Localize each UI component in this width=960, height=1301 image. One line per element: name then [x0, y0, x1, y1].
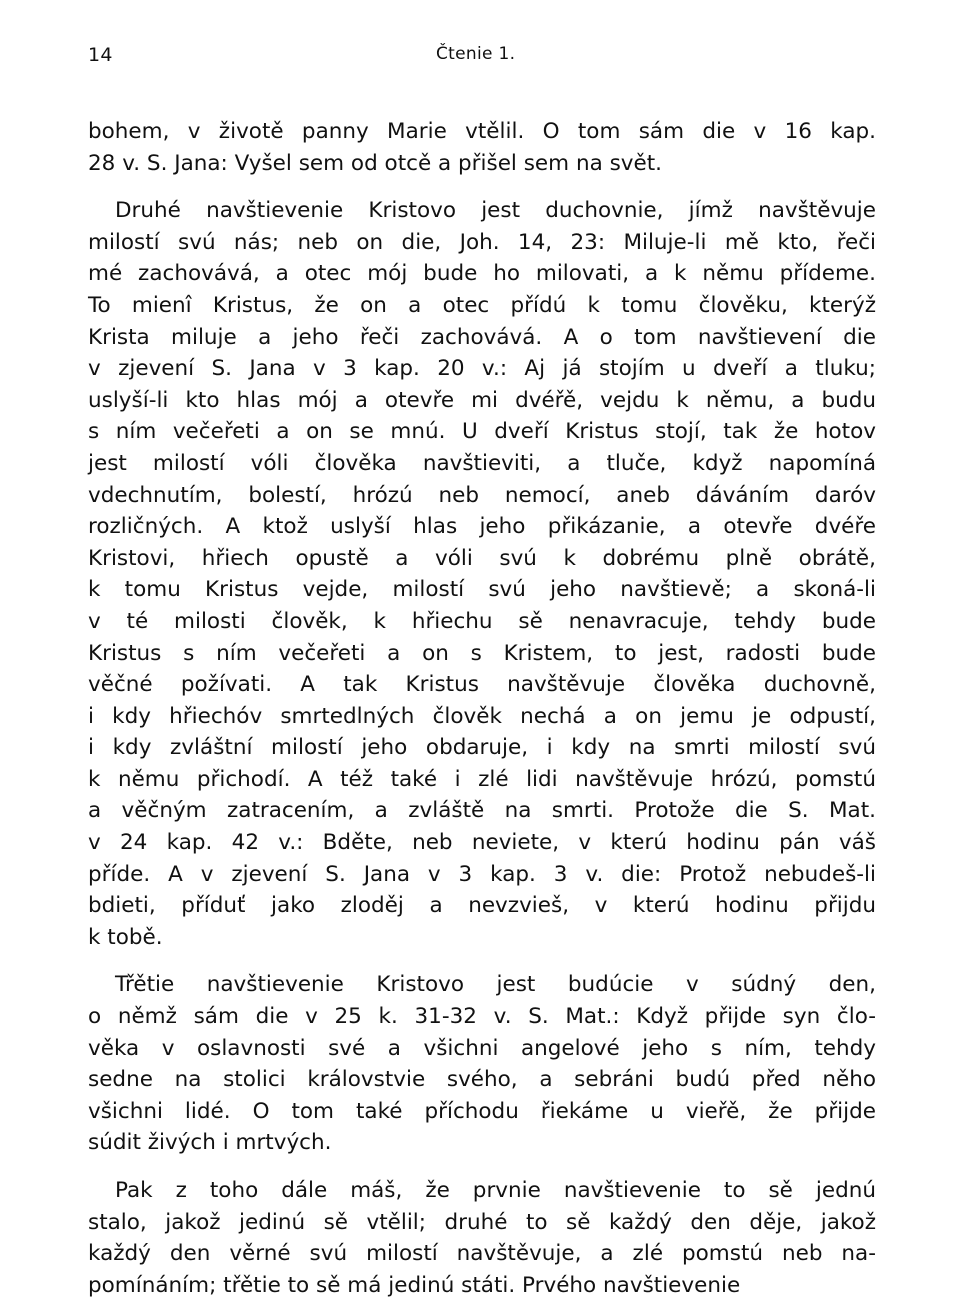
text-line: věka v oslavnosti své a všichni angelové jeho s ním, tehdy — [88, 1035, 876, 1061]
text-line: vdechnutím, bolestí, hrózú neb nemocí, aneb dáváním daróv — [88, 482, 876, 508]
text-line: k němu přichodí. A též také i zlé lidi navštěvuje hrózú, pomstú — [88, 766, 876, 792]
running-head: Čtenie 1. — [436, 44, 516, 64]
paragraph — [88, 969, 876, 1159]
text-line: i kdy zvláštní milostí jeho obdaruje, i kdy na smrti milostí svú — [88, 735, 876, 761]
text-line: každý den věrné svú milostí navštěvuje, a zlé pomstú neb na- — [88, 1241, 876, 1267]
text-line: a věčným zatracením, a zvláště na smrti. Protože die S. Mat. — [88, 798, 876, 824]
text-line: bohem, v životě panny Marie vtělil. O tom sám die v 16 kap. — [88, 119, 876, 144]
text-line: s ním večeřeti a on se mnú. U dveří Kristus stojí, tak že hotov — [88, 419, 876, 445]
text-line: i kdy hřiechóv smrtedlných člověk nechá a on jemu je odpustí, — [88, 703, 876, 729]
paragraph — [88, 1175, 876, 1301]
text-line: pomínáním; třětie to sě má jedinú státi. Prvého navštievenie — [88, 1272, 741, 1298]
text-line: Kristus s ním večeřeti a on s Kristem, to jest, radosti bude — [88, 640, 876, 666]
body-text — [88, 116, 876, 1301]
text-line: milostí svú nás; neb on die, Joh. 14, 23: Miluje-li mě kto, řeči — [88, 229, 876, 255]
text-line: mé zachovává, a otec mój bude ho milovati, a k němu přídeme. — [88, 261, 876, 287]
text-line: rozličných. A ktož uslyší hlas jeho přikázanie, a otevře dvéře — [88, 514, 876, 540]
paragraph — [88, 116, 876, 179]
text-line: Kristovi, hřiech opustě a vóli svú k dobrému plně obrátě, — [88, 545, 876, 571]
page-header — [88, 44, 876, 74]
page-number: 14 — [88, 44, 113, 66]
text-line: Třětie navštievenie Kristovo jest budúcie v súdný den, — [115, 972, 876, 998]
text-line: stalo, jakož jedinú sě vtělil; druhé to sě každý den děje, jakož — [88, 1209, 876, 1235]
text-line: jest milostí vóli člověka navštieviti, a tluče, když napomíná — [88, 450, 876, 476]
text-line: v té milosti člověk, k hřiechu sě nenavracuje, tehdy bude — [88, 608, 876, 634]
text-line: Pak z toho dále máš, že prvnie navštievenie to sě jednú — [115, 1178, 876, 1203]
text-line: 28 v. S. Jana: Vyšel sem od otcě a přišel sem na svět. — [88, 150, 662, 176]
text-line: sedne na stolici královstvie svého, a sebráni budú před něho — [88, 1067, 876, 1093]
text-line: bdieti, příduť jako zloděj a nevzvieš, v kterú hodinu přijdu — [88, 893, 876, 919]
text-line: súdit živých i mrtvých. — [88, 1130, 332, 1156]
text-line: všichni lidé. O tom také příchodu řiekáme u vieřě, že přijde — [88, 1098, 876, 1124]
paragraph — [88, 195, 876, 953]
text-line: o němž sám die v 25 k. 31-32 v. S. Mat.: Když přijde syn člo- — [88, 1004, 876, 1030]
text-line: věčné požívati. A tak Kristus navštěvuje člověka duchovně, — [88, 672, 876, 698]
text-line: příde. A v zjevení S. Jana v 3 kap. 3 v. die: Protož nebudeš-li — [88, 861, 876, 887]
text-line: v zjevení S. Jana v 3 kap. 20 v.: Aj já stojím u dveří a tluku; — [88, 356, 876, 382]
text-line: k tobě. — [88, 924, 163, 950]
text-line: k tomu Kristus vejde, milostí svú jeho navštievě; a skoná-li — [88, 577, 876, 603]
text-line: v 24 kap. 42 v.: Bděte, neb neviete, v kterú hodinu pán váš — [88, 830, 876, 856]
text-line: Krista miluje a jeho řeči zachovává. A o tom navštievení die — [88, 324, 876, 350]
text-line: Druhé navštievenie Kristovo jest duchovnie, jímž navštěvuje — [115, 198, 876, 224]
text-line: uslyší-li kto hlas mój a otevře mi dvéřě, vejdu k němu, a budu — [88, 387, 876, 413]
text-line: To mienî Kristus, že on a otec přídú k tomu člověku, kterýž — [88, 292, 876, 318]
